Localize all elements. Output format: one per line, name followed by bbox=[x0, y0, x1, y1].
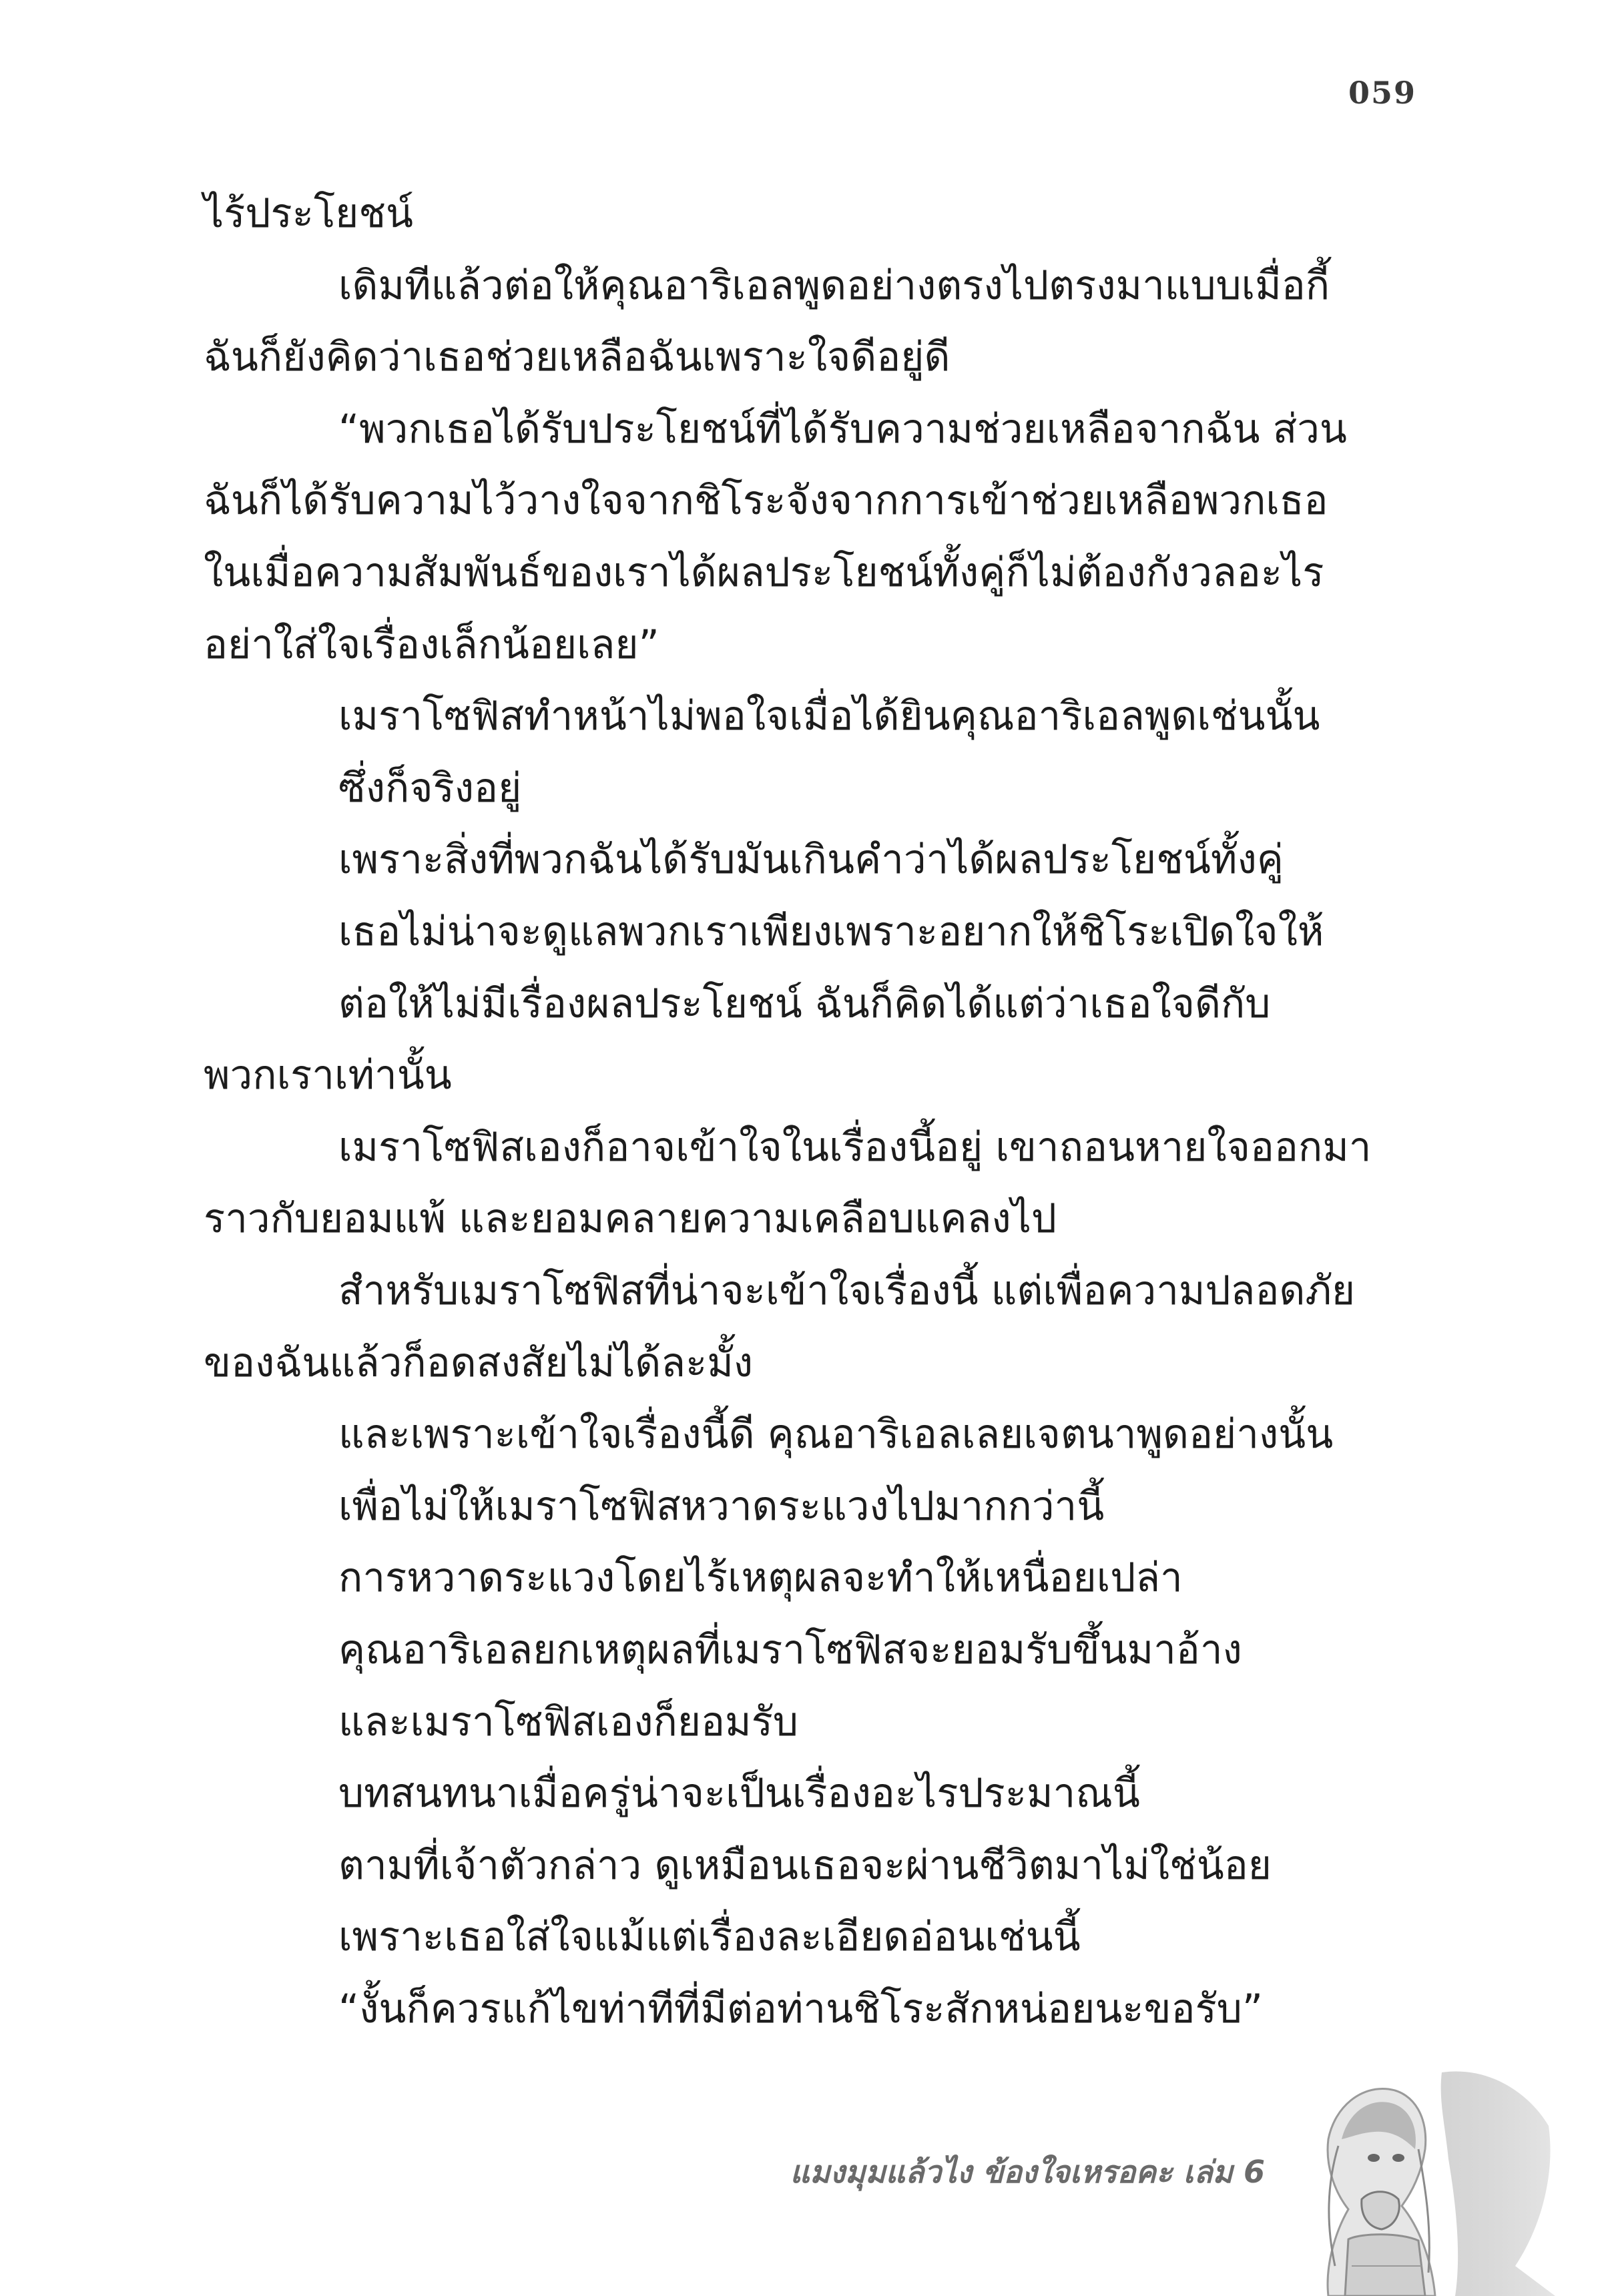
text-line: เพื่อไม่ให้เมราโซฟิสหวาดระแวงไปมากกว่านี้ bbox=[338, 1483, 1105, 1530]
text-line: เพราะเธอใส่ใจแม้แต่เรื่องละเอียดอ่อนเช่นนี้ bbox=[338, 1914, 1081, 1960]
text-line: ตามที่เจ้าตัวกล่าว ดูเหมือนเธอจะผ่านชีวิตมาไม่ใช่น้อย bbox=[338, 1842, 1272, 1889]
page-number: 059 bbox=[1348, 75, 1416, 111]
text-line: ไร้ประโยชน์ bbox=[204, 190, 414, 237]
text-line: และเพราะเข้าใจเรื่องนี้ดี คุณอาริเอลเลยเจตนาพูดอย่างนั้น bbox=[338, 1411, 1334, 1458]
text-line: ต่อให้ไม่มีเรื่องผลประโยชน์ ฉันก็คิดได้แต่ว่าเธอใจดีกับ bbox=[338, 980, 1271, 1027]
text-line: สำหรับเมราโซฟิสที่น่าจะเข้าใจเรื่องนี้ แต่เพื่อความปลอดภัย bbox=[338, 1267, 1356, 1314]
character-illustration bbox=[1288, 2066, 1555, 2296]
text-line: เพราะสิ่งที่พวกฉันได้รับมันเกินคำว่าได้ผลประโยชน์ทั้งคู่ bbox=[338, 836, 1284, 883]
text-line: เมราโซฟิสทำหน้าไม่พอใจเมื่อได้ยินคุณอาริเอลพูดเช่นนั้น bbox=[338, 693, 1320, 740]
text-line: พวกเราเท่านั้น bbox=[204, 1052, 452, 1099]
text-line: “งั้นก็ควรแก้ไขท่าทีที่มีต่อท่านชิโระสักหน่อยนะขอรับ” bbox=[338, 1986, 1263, 2032]
text-line: และเมราโซฟิสเองก็ยอมรับ bbox=[338, 1699, 798, 1745]
text-line: เมราโซฟิสเองก็อาจเข้าใจในเรื่องนี้อยู่ เขาถอนหายใจออกมา bbox=[338, 1124, 1372, 1171]
text-line: บทสนทนาเมื่อครู่น่าจะเป็นเรื่องอะไรประมาณนี้ bbox=[338, 1770, 1140, 1817]
text-line: ราวกับยอมแพ้ และยอมคลายความเคลือบแคลงไป bbox=[204, 1195, 1057, 1242]
text-line: ฉันก็ได้รับความไว้วางใจจากชิโระจังจากการเข้าช่วยเหลือพวกเธอ bbox=[204, 477, 1328, 524]
text-line: การหวาดระแวงโดยไร้เหตุผลจะทำให้เหนื่อยเปล่า bbox=[338, 1554, 1183, 1601]
text-line: อย่าใส่ใจเรื่องเล็กน้อยเลย” bbox=[204, 621, 659, 668]
text-line: คุณอาริเอลยกเหตุผลที่เมราโซฟิสจะยอมรับขึ้นมาอ้าง bbox=[338, 1627, 1242, 1673]
text-line: ซึ่งก็จริงอยู่ bbox=[338, 765, 522, 812]
text-line: “พวกเธอได้รับประโยชน์ที่ได้รับความช่วยเหลือจากฉัน ส่วน bbox=[338, 406, 1347, 453]
text-line: เดิมทีแล้วต่อให้คุณอาริเอลพูดอย่างตรงไปตรงมาแบบเมื่อกี้ bbox=[338, 262, 1330, 309]
text-line: ฉันก็ยังคิดว่าเธอช่วยเหลือฉันเพราะใจดีอยู่ดี bbox=[204, 334, 951, 380]
footer-title: แมงมุมแล้วไง ข้องใจเหรอคะ เล่ม 6 bbox=[790, 2154, 1265, 2190]
text-line: เธอไม่น่าจะดูแลพวกเราเพียงเพราะอยากให้ชิโระเปิดใจให้ bbox=[338, 908, 1324, 955]
text-line: ของฉันแล้วก็อดสงสัยไม่ได้ละมั้ง bbox=[204, 1340, 754, 1386]
text-line: ในเมื่อความสัมพันธ์ของเราได้ผลประโยชน์ทั้งคู่ก็ไม่ต้องกังวลอะไร bbox=[204, 549, 1324, 596]
